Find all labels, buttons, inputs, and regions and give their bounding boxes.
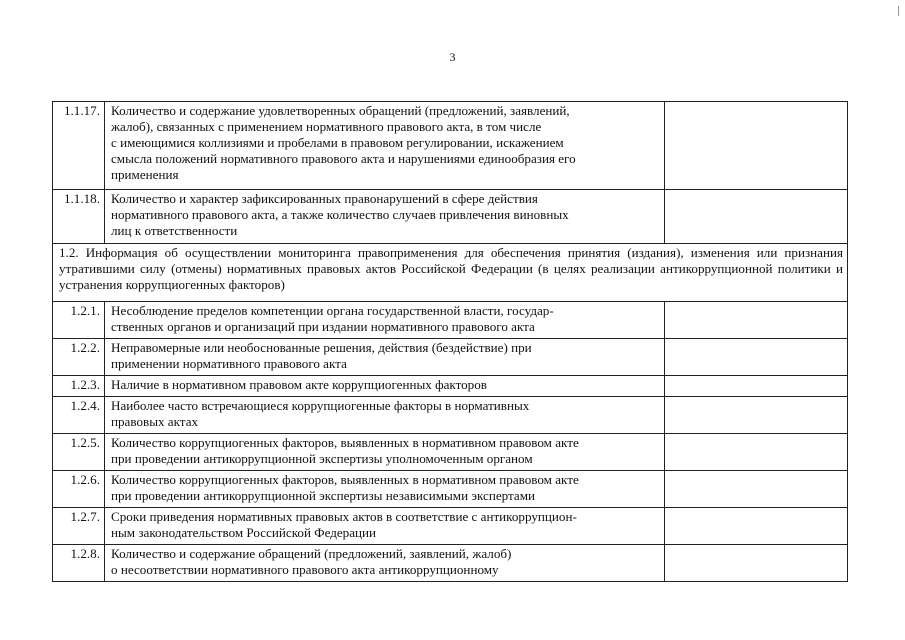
- row-value-cell: [665, 545, 848, 582]
- row-text-content: Количество и содержание удовлетворенных обращений (предложений, заявлений, жалоб), связанных с применением нормативного правового акта, в том числе с имеющимися коллизиями и пробелами в правовом регулировании, искажением смысла положений нормативного правового акта и нарушениями единообразия его применения: [111, 103, 576, 182]
- row-value-cell: [665, 339, 848, 376]
- row-text: [105, 190, 665, 244]
- monitoring-table: [52, 101, 848, 582]
- row-text-content: Сроки приведения нормативных правовых актов в соответствие с антикоррупцион- ным законодательством Российской Федерации: [111, 509, 577, 540]
- table-row: [53, 102, 848, 190]
- row-number: 1.1.17.: [53, 102, 105, 190]
- row-text-content: Несоблюдение пределов компетенции органа государственной власти, государ- ственных органов и организаций при издании нормативного правового акта: [111, 303, 554, 334]
- row-text: [105, 397, 665, 434]
- row-value-cell: [665, 376, 848, 397]
- row-text-content: Количество и характер зафиксированных правонарушений в сфере действия нормативного правового акта, а также количество случаев привлечения виновных лиц к ответственности: [111, 191, 569, 238]
- row-text-content: Количество коррупциогенных факторов, выявленных в нормативном правовом акте при проведении антикоррупционной экспертизы независимыми экспертами: [111, 472, 579, 503]
- table-row: [53, 434, 848, 471]
- row-value-cell: [665, 102, 848, 190]
- row-value-cell: [665, 508, 848, 545]
- row-text: [105, 102, 665, 190]
- table-row: [53, 545, 848, 582]
- row-text-content: Количество и содержание обращений (предложений, заявлений, жалоб) о несоответствии нормативного правового акта антикоррупционному: [111, 546, 512, 577]
- row-value-cell: [665, 434, 848, 471]
- margin-mark: [898, 6, 899, 16]
- table-row: [53, 190, 848, 244]
- page-number: 3: [449, 50, 456, 64]
- table-row: [53, 339, 848, 376]
- row-text-content: Наиболее часто встречающиеся коррупциогенные факторы в нормативных правовых актах: [111, 398, 530, 429]
- row-number: 1.2.1.: [53, 302, 105, 339]
- row-number: 1.2.5.: [53, 434, 105, 471]
- row-number: 1.2.2.: [53, 339, 105, 376]
- row-number: 1.1.18.: [53, 190, 105, 244]
- section-heading-row: [53, 244, 848, 302]
- row-text: [105, 545, 665, 582]
- table-row: [53, 508, 848, 545]
- row-number: 1.2.4.: [53, 397, 105, 434]
- row-number: 1.2.7.: [53, 508, 105, 545]
- row-text-content: Количество коррупциогенных факторов, выявленных в нормативном правовом акте при проведении антикоррупционной экспертизы уполномоченным органом: [111, 435, 579, 466]
- row-value-cell: [665, 397, 848, 434]
- section-heading: 1.2. Информация об осуществлении мониторинга правоприменения для обеспечения принятия (издания), изменения или признания утратившими силу (отмены) нормативных правовых актов Российской Федерации (в целях реализации антикоррупционной политики и устранения коррупциогенных факторов): [53, 244, 848, 302]
- table-row: [53, 302, 848, 339]
- row-value-cell: [665, 190, 848, 244]
- row-text: [105, 508, 665, 545]
- row-text-content: Наличие в нормативном правовом акте коррупциогенных факторов: [111, 377, 487, 392]
- row-text: [105, 376, 665, 397]
- row-text-content: Неправомерные или необоснованные решения, действия (бездействие) при применении нормативного правового акта: [111, 340, 532, 371]
- row-number: 1.2.6.: [53, 471, 105, 508]
- table-row: [53, 471, 848, 508]
- row-text: [105, 302, 665, 339]
- row-number: 1.2.3.: [53, 376, 105, 397]
- row-text: [105, 434, 665, 471]
- row-text: [105, 339, 665, 376]
- row-value-cell: [665, 471, 848, 508]
- row-text: [105, 471, 665, 508]
- row-value-cell: [665, 302, 848, 339]
- table-row: [53, 376, 848, 397]
- table-row: [53, 397, 848, 434]
- row-number: 1.2.8.: [53, 545, 105, 582]
